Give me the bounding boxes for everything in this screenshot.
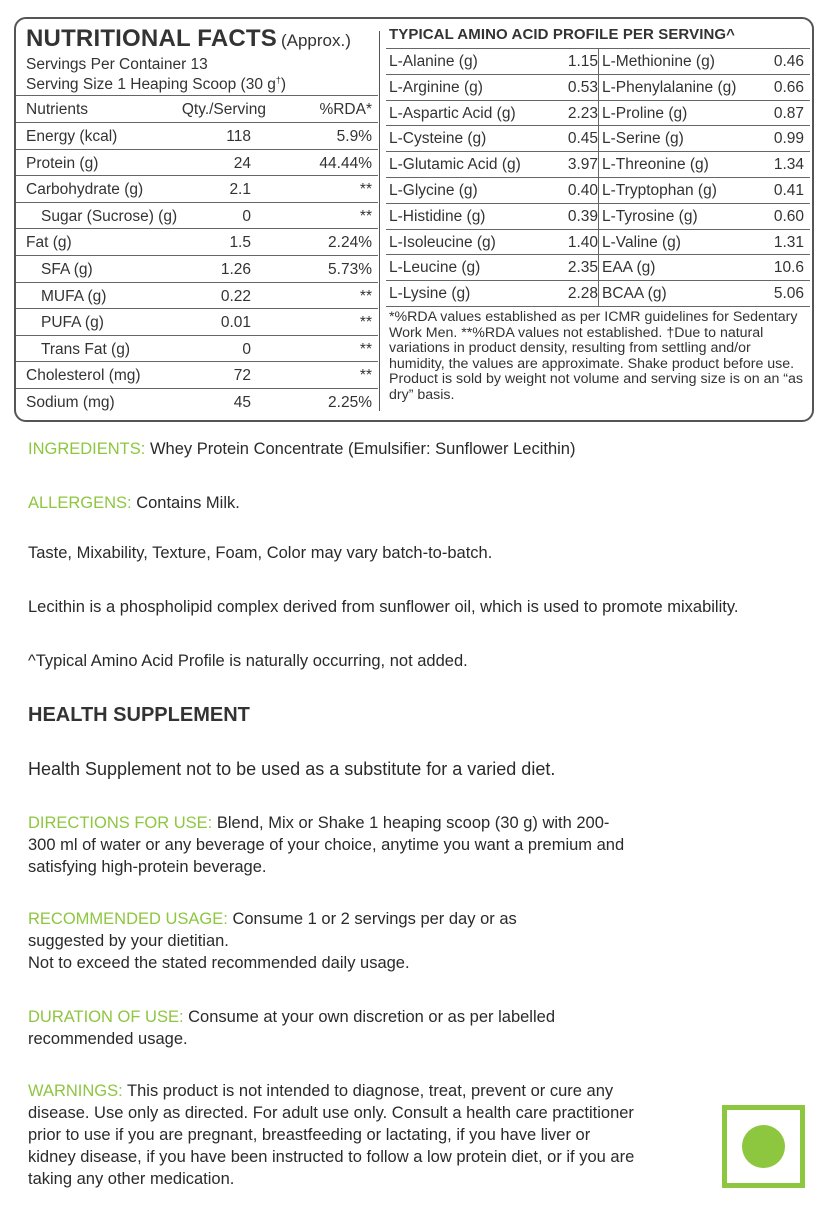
nutrition-header-row xyxy=(16,95,378,122)
rda-footnote: *%RDA values established as per ICMR guidelines for Sedentary Work Men. **%RDA values not established. †Due to natural variations in product density, resulting from settling and/or humidity, the values are approximate. Shake product before use. Product is sold by weight not volume and serving size is on an “as dry” basis. xyxy=(389,309,804,403)
nutrient-name: Energy (kcal) xyxy=(26,128,118,145)
amino-value: 0.60 xyxy=(773,207,804,225)
amino-name: L-Threonine (g) xyxy=(602,156,709,174)
usage-label: RECOMMENDED USAGE: xyxy=(28,910,228,928)
amino-name: BCAA (g) xyxy=(602,285,667,303)
table-row xyxy=(386,254,810,280)
table-bottom-rule xyxy=(386,306,810,307)
vegetarian-dot-icon xyxy=(742,1125,785,1168)
amino-name: L-Tyrosine (g) xyxy=(602,207,698,225)
table-row xyxy=(16,122,378,149)
nutrient-name: PUFA (g) xyxy=(41,314,104,332)
amino-value: 0.46 xyxy=(773,53,804,70)
amino-value: 0.53 xyxy=(567,78,598,96)
nutrient-name: Carbohydrate (g) xyxy=(26,181,144,199)
directions-label: DIRECTIONS FOR USE: xyxy=(28,814,213,832)
amino-name: L-Aspartic Acid (g) xyxy=(389,104,516,122)
warnings-label: WARNINGS: xyxy=(28,1082,123,1100)
table-row xyxy=(386,151,810,177)
amino-name: L-Proline (g) xyxy=(602,104,688,122)
table-row xyxy=(16,175,378,202)
nutrient-qty: 1.26 xyxy=(220,261,251,278)
amino-value: 1.31 xyxy=(773,233,804,251)
amino-value: 0.66 xyxy=(773,78,804,96)
nutrient-rda: 44.44% xyxy=(319,154,372,172)
amino-name: L-Alanine (g) xyxy=(389,53,478,70)
nutrient-name: Protein (g) xyxy=(26,154,99,172)
table-row xyxy=(16,308,378,335)
amino-name: L-Leucine (g) xyxy=(389,259,481,277)
amino-name: L-Serine (g) xyxy=(602,130,684,148)
header-nutrients: Nutrients xyxy=(26,101,89,118)
nutrient-name: Fat (g) xyxy=(26,234,72,252)
header-qty: Qty./Serving xyxy=(181,101,266,118)
amino-value: 5.06 xyxy=(773,285,804,303)
nutrition-title-main: NUTRITIONAL FACTS xyxy=(26,25,277,52)
nutrition-title xyxy=(26,25,351,53)
nutrient-rda: 2.24% xyxy=(328,234,372,252)
servings-per-container: Servings Per Container 13 xyxy=(26,56,208,73)
nutrient-rda: 5.73% xyxy=(328,261,372,278)
nutrient-qty: 118 xyxy=(226,128,251,145)
nutrient-name: Cholesterol (mg) xyxy=(26,367,141,385)
table-row xyxy=(16,388,378,415)
nutrient-rda: ** xyxy=(359,340,372,358)
nutrient-rda: ** xyxy=(359,207,372,225)
amino-note: ^Typical Amino Acid Profile is naturally occurring, not added. xyxy=(28,652,468,670)
nutrient-qty: 0 xyxy=(242,207,251,225)
nutrient-rda: 5.9% xyxy=(336,128,372,145)
allergens xyxy=(28,492,240,514)
amino-name: L-Arginine (g) xyxy=(389,78,483,96)
serving-size-text: Serving Size 1 Heaping Scoop (30 g xyxy=(26,76,276,94)
nutrient-name: MUFA (g) xyxy=(41,287,107,305)
table-row xyxy=(16,282,378,309)
amino-value: 0.99 xyxy=(773,130,804,148)
table-row xyxy=(16,361,378,388)
duration-of-use xyxy=(28,1006,628,1050)
amino-name: L-Methionine (g) xyxy=(602,53,715,70)
recommended-usage xyxy=(28,908,588,974)
nutrient-qty: 0.22 xyxy=(220,287,251,305)
table-row xyxy=(386,100,810,126)
amino-title: TYPICAL AMINO ACID PROFILE PER SERVING^ xyxy=(389,26,736,43)
amino-name: L-Lysine (g) xyxy=(389,285,471,303)
table-row xyxy=(386,203,810,229)
ingredients xyxy=(28,438,575,460)
amino-name: L-Histidine (g) xyxy=(389,207,486,225)
nutrient-qty: 45 xyxy=(233,394,251,411)
serving-size-close: ) xyxy=(280,76,287,94)
amino-name: L-Glycine (g) xyxy=(389,182,478,199)
nutrition-title-suffix: (Approx.) xyxy=(280,31,351,50)
nutrient-qty: 24 xyxy=(233,154,251,172)
amino-name: L-Valine (g) xyxy=(602,233,681,251)
allergens-text: Contains Milk. xyxy=(131,494,240,512)
nutrient-qty: 1.5 xyxy=(229,234,251,252)
amino-acid-table xyxy=(386,19,810,420)
amino-name: L-Phenylalanine (g) xyxy=(602,78,737,96)
warnings xyxy=(28,1080,640,1190)
amino-value: 2.35 xyxy=(567,259,598,277)
batch-note: Taste, Mixability, Texture, Foam, Color may vary batch-to-batch. xyxy=(28,544,493,562)
amino-name: L-Cysteine (g) xyxy=(389,130,487,148)
table-row xyxy=(386,177,810,203)
amino-name: L-Glutamic Acid (g) xyxy=(389,156,521,174)
warnings-text: This product is not intended to diagnose, treat, prevent or cure any disease. Use only as directed. For adult use only. Consult a health care practitioner prior to use if you are pregnant, breastfeeding or lactating, if you have liver or kidney disease, if you have been instructed to follow a low protein diet, or if you are taking any other medication. xyxy=(28,1082,635,1188)
serving-size-mark: † xyxy=(275,75,281,85)
nutrient-name: Sugar (Sucrose) (g) xyxy=(41,207,178,225)
duration-label: DURATION OF USE: xyxy=(28,1008,184,1026)
nutrition-facts-table xyxy=(16,19,378,420)
amino-value: 2.28 xyxy=(567,285,598,303)
table-row xyxy=(386,48,810,74)
usage-text-2: Not to exceed the stated recommended daily usage. xyxy=(28,954,410,972)
table-row xyxy=(16,228,378,255)
nutrient-qty: 72 xyxy=(233,367,251,385)
amino-value: 1.34 xyxy=(773,156,804,174)
nutrient-qty: 0 xyxy=(242,340,251,358)
amino-value: 1.15 xyxy=(567,53,598,70)
usage-text: Consume 1 or 2 servings per day or as suggested by your dietitian. xyxy=(28,910,517,950)
nutrient-name: SFA (g) xyxy=(41,261,93,278)
table-row xyxy=(386,229,810,255)
amino-value: 0.45 xyxy=(567,130,598,148)
amino-name: L-Tryptophan (g) xyxy=(602,182,717,199)
nutrient-name: Sodium (mg) xyxy=(26,394,115,411)
amino-value: 0.39 xyxy=(567,207,598,225)
nutrient-rda: ** xyxy=(359,287,372,305)
amino-value: 0.41 xyxy=(773,182,804,199)
nutrient-qty: 0.01 xyxy=(220,314,251,332)
table-row xyxy=(16,255,378,282)
table-row xyxy=(386,125,810,151)
nutrient-name: Trans Fat (g) xyxy=(41,340,130,358)
lecithin-note: Lecithin is a phospholipid complex derived from sunflower oil, which is used to promote mixability. xyxy=(28,598,739,616)
table-row xyxy=(386,280,810,306)
panel-divider xyxy=(379,31,380,411)
duration-text: Consume at your own discretion or as per labelled recommended usage. xyxy=(28,1008,555,1048)
health-supplement-text: Health Supplement not to be used as a substitute for a varied diet. xyxy=(28,759,556,779)
amino-value: 2.23 xyxy=(567,104,598,122)
allergens-label: ALLERGENS: xyxy=(28,494,132,512)
ingredients-label: INGREDIENTS: xyxy=(28,440,146,458)
header-rda: %RDA* xyxy=(319,101,372,118)
nutrient-rda: 2.25% xyxy=(328,394,372,411)
amino-name: EAA (g) xyxy=(602,259,656,277)
serving-size xyxy=(26,75,286,94)
table-row xyxy=(386,74,810,100)
amino-value: 0.87 xyxy=(773,104,804,122)
health-supplement-heading: HEALTH SUPPLEMENT xyxy=(28,704,250,726)
nutrient-rda: ** xyxy=(359,181,372,199)
nutrient-rda: ** xyxy=(359,367,372,385)
directions-for-use xyxy=(28,812,628,878)
table-row xyxy=(16,149,378,176)
amino-value: 1.40 xyxy=(567,233,598,251)
directions-text: Blend, Mix or Shake 1 heaping scoop (30 g) with 200-300 ml of water or any beverage of your choice, anytime you want a premium and satisfying high-protein beverage. xyxy=(28,814,625,876)
table-row xyxy=(16,335,378,362)
amino-name: L-Isoleucine (g) xyxy=(389,233,496,251)
vegetarian-mark-icon xyxy=(722,1105,805,1188)
amino-value: 0.40 xyxy=(567,182,598,199)
nutrient-rda: ** xyxy=(359,314,372,332)
nutrient-qty: 2.1 xyxy=(229,181,251,199)
ingredients-text: Whey Protein Concentrate (Emulsifier: Sunflower Lecithin) xyxy=(145,440,576,458)
table-row xyxy=(16,202,378,229)
nutrition-panel xyxy=(14,17,814,422)
amino-value: 10.6 xyxy=(773,259,804,277)
amino-value: 3.97 xyxy=(567,156,598,174)
